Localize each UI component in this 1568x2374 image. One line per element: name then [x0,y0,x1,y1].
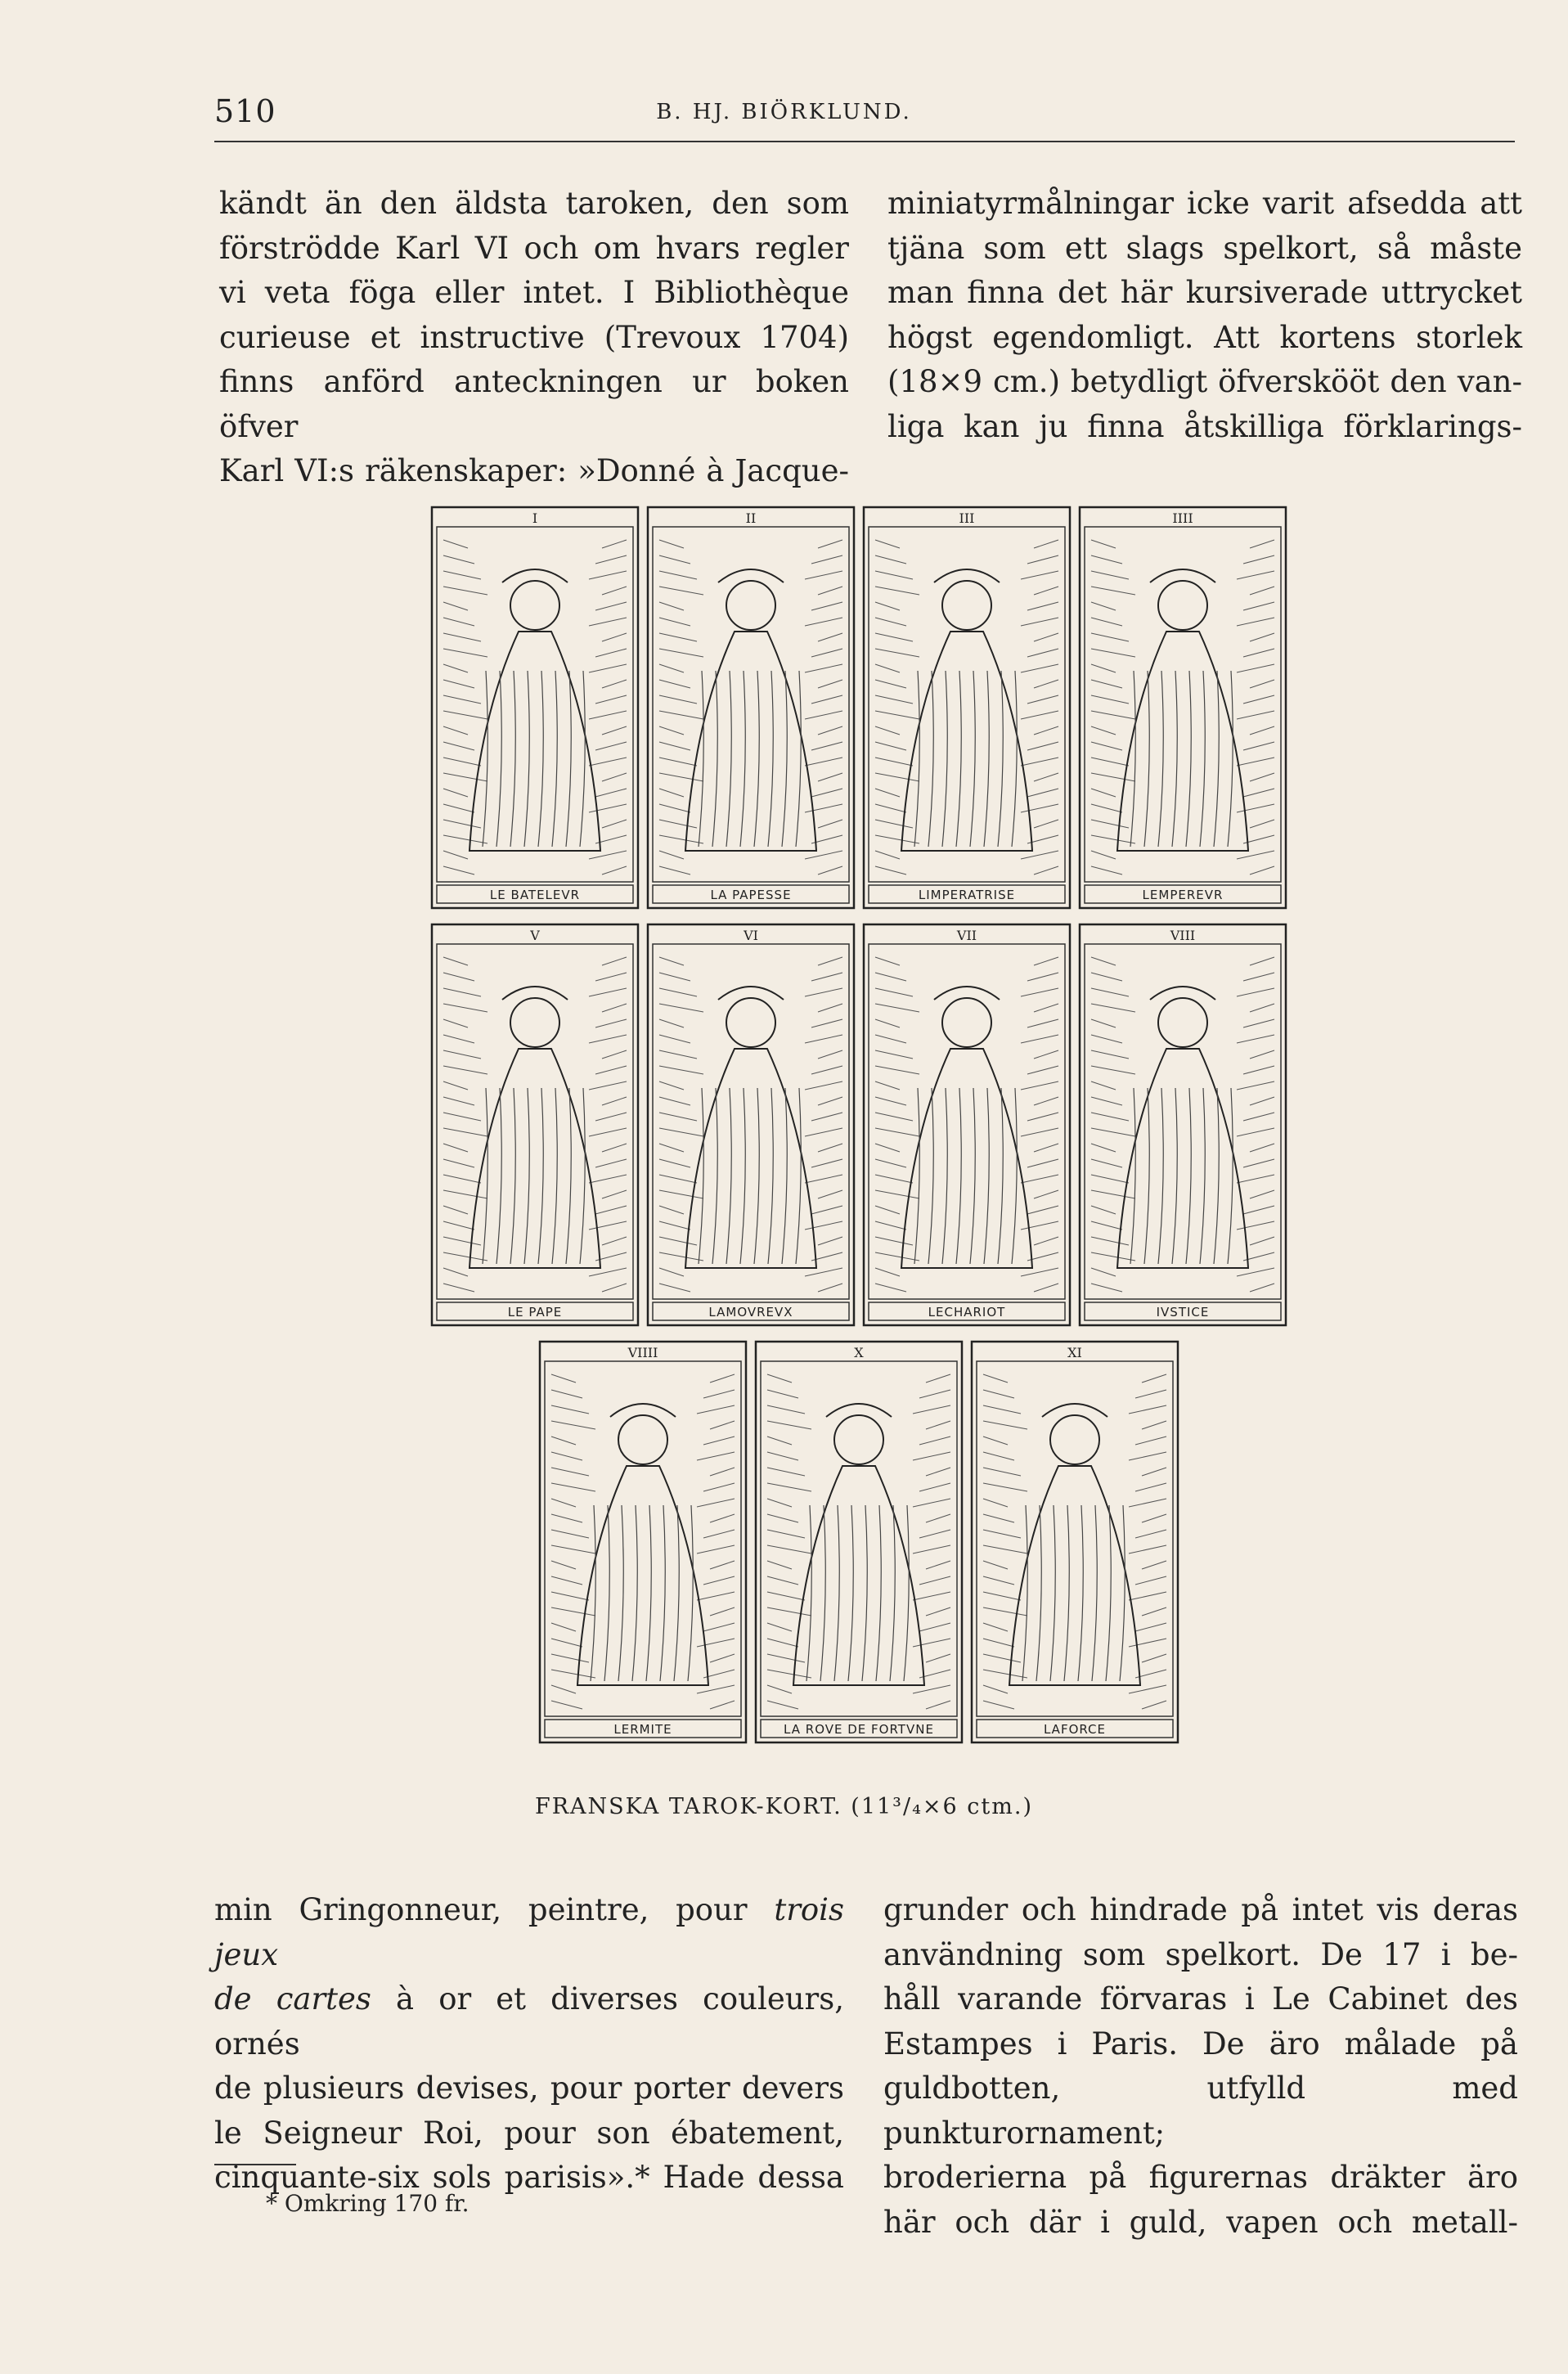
tarot-card [432,507,638,908]
text-line: Estampes i Paris. De äro målade på [883,2026,1518,2062]
text-line: le Seigneur Roi, pour son ébatement, [214,2115,844,2151]
text-line: cinquante-six sols parisis».* Hade dessa [214,2160,844,2195]
text-line: håll varande förvaras i Le Cabinet des [883,1981,1518,2017]
tarot-card [432,924,638,1325]
tarot-card [864,507,1070,908]
text-line: miniatyrmålningar icke varit afsedda att [887,186,1522,221]
card-number: VII [956,928,977,943]
footnote-rule [214,2164,296,2165]
text-column-top-left [219,182,849,494]
card-number: X [854,1345,864,1360]
tarot-card [864,924,1070,1325]
card-label: LERMITE [613,1722,672,1737]
text-line: förströdde Karl VI och om hvars regler [219,230,849,266]
text-column-bottom-left [214,1888,844,2201]
text-line: högst egendomligt. Att kortens storlek [887,319,1522,355]
page-number: 510 [214,93,276,129]
text-line: de plusieurs devises, pour porter devers [214,2071,844,2106]
card-number: VI [744,928,758,943]
card-label: LECHARIOT [928,1305,1006,1320]
card-label: IVSTICE [1156,1305,1210,1320]
text-column-top-right [887,182,1522,449]
card-label: LA ROVE DE FORTVNE [784,1722,934,1737]
text-line: tjäna som ett slags spelkort, så måste [887,230,1522,266]
text-line: användning som spelkort. De 17 i be- [883,1936,1518,1972]
card-number: III [959,510,975,526]
card-label: LA PAPESSE [710,888,792,902]
card-number: XI [1067,1345,1082,1360]
card-number: IIII [1172,510,1193,526]
text-line: finns anförd anteckningen ur boken öfver [219,364,849,444]
footnote: * Omkring 170 fr. [266,2190,470,2217]
tarot-card [540,1342,746,1742]
text-column-bottom-right [883,1888,1518,2245]
tarot-card [648,924,854,1325]
text-line: vi veta föga eller intet. I Bibliothèque [219,275,849,310]
card-label: LEMPEREVR [1142,888,1224,902]
figure-caption: FRANSKA TAROK-KORT. (11³/₄×6 ctm.) [534,1794,1033,1819]
text-line: de cartes à or et diverses couleurs, ornés [214,1981,844,2062]
text-line: grunder och hindrade på intet vis deras [883,1892,1518,1927]
text-line: liga kan ju finna åtskilliga förklarings- [887,408,1522,444]
running-head: B. HJ. BIÖRKLUND. [656,100,912,124]
card-label: LIMPERATRISE [918,888,1016,902]
card-label: LE BATELEVR [489,888,581,902]
text-line: man finna det här kursiverade uttrycket [887,275,1522,310]
card-label: LAMOVREVX [708,1305,793,1320]
card-number: II [745,510,757,526]
card-label: LAFORCE [1043,1722,1107,1737]
tarot-card [756,1342,962,1742]
card-number: VIII [1170,928,1196,943]
card-number: VIIII [627,1345,658,1360]
text-line: min Gringonneur, peintre, pour trois jeux [214,1892,844,1972]
tarot-card [1080,507,1286,908]
tarot-card [972,1342,1178,1742]
text-line: guldbotten, utfylld med punkturornament; [883,2071,1518,2151]
tarot-cards-figure [425,499,1309,1759]
text-line: Karl VI:s räkenskaper: »Donné à Jacque- [219,453,849,488]
text-line: kändt än den äldsta taroken, den som [219,186,849,221]
tarot-card [648,507,854,908]
card-number: I [532,510,538,526]
header-rule [214,141,1515,142]
text-line: curieuse et instructive (Trevoux 1704) [219,319,849,355]
card-label: LE PAPE [507,1305,563,1320]
tarot-card [1080,924,1286,1325]
text-line: broderierna på figurernas dräkter äro [883,2160,1518,2195]
text-line: (18×9 cm.) betydligt öfverskööt den van- [887,364,1522,399]
text-line: här och där i guld, vapen och metall- [883,2204,1518,2240]
card-number: V [530,928,540,943]
